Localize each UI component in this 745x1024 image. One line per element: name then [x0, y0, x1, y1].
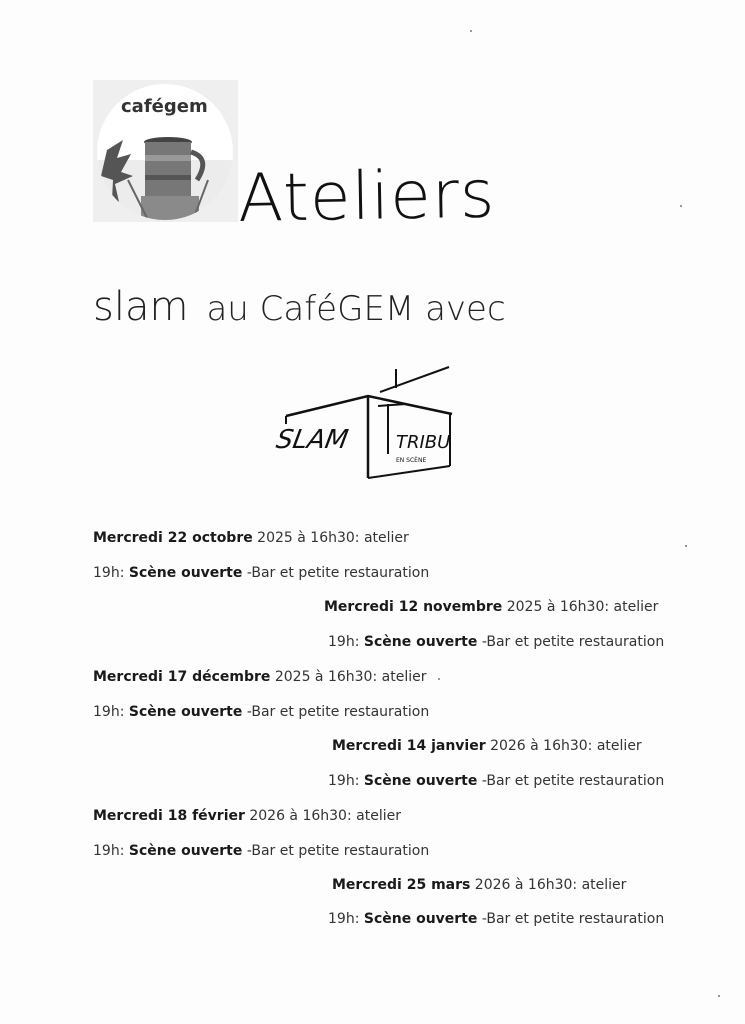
cafegem-logo-text: cafégem	[121, 96, 208, 117]
page-subtitle	[93, 284, 506, 330]
scan-speck	[438, 678, 440, 680]
scan-speck	[680, 205, 682, 207]
page-title: Ateliers	[237, 155, 496, 237]
schedule-evening-line: 19h: Scène ouverte -Bar et petite restauration	[328, 773, 665, 789]
subtitle-slam: slam	[93, 284, 189, 330]
subtitle-rest: au CaféGEM avec	[206, 289, 506, 329]
scan-speck	[718, 995, 720, 997]
cafegem-logo	[93, 80, 238, 222]
schedule-date-line: Mercredi 17 décembre 2025 à 16h30: atelier	[93, 669, 427, 685]
schedule-evening-line: 19h: Scène ouverte -Bar et petite restauration	[328, 634, 665, 650]
schedule-evening-line: 19h: Scène ouverte -Bar et petite restauration	[93, 843, 430, 859]
schedule-date-line: Mercredi 22 octobre 2025 à 16h30: atelier	[93, 530, 409, 546]
scan-speck	[685, 545, 687, 547]
schedule-evening-line: 19h: Scène ouverte -Bar et petite restauration	[93, 704, 430, 720]
schedule-date-line: Mercredi 14 janvier 2026 à 16h30: atelier	[332, 738, 642, 754]
tribu-logo-text: TRIBU	[396, 432, 451, 453]
schedule-evening-line: 19h: Scène ouverte -Bar et petite restauration	[328, 911, 665, 927]
en-scene-logo-text: EN SCÈNE	[396, 457, 427, 464]
schedule-evening-line: 19h: Scène ouverte -Bar et petite restauration	[93, 565, 430, 581]
slam-logo-text: SLAM	[273, 425, 351, 455]
schedule-date-line: Mercredi 25 mars 2026 à 16h30: atelier	[332, 877, 627, 893]
schedule-date-line: Mercredi 18 février 2026 à 16h30: atelier	[93, 808, 401, 824]
slam-tribu-logo	[273, 364, 454, 484]
schedule-date-line: Mercredi 12 novembre 2025 à 16h30: atelier	[324, 599, 659, 615]
scan-speck	[470, 30, 472, 32]
